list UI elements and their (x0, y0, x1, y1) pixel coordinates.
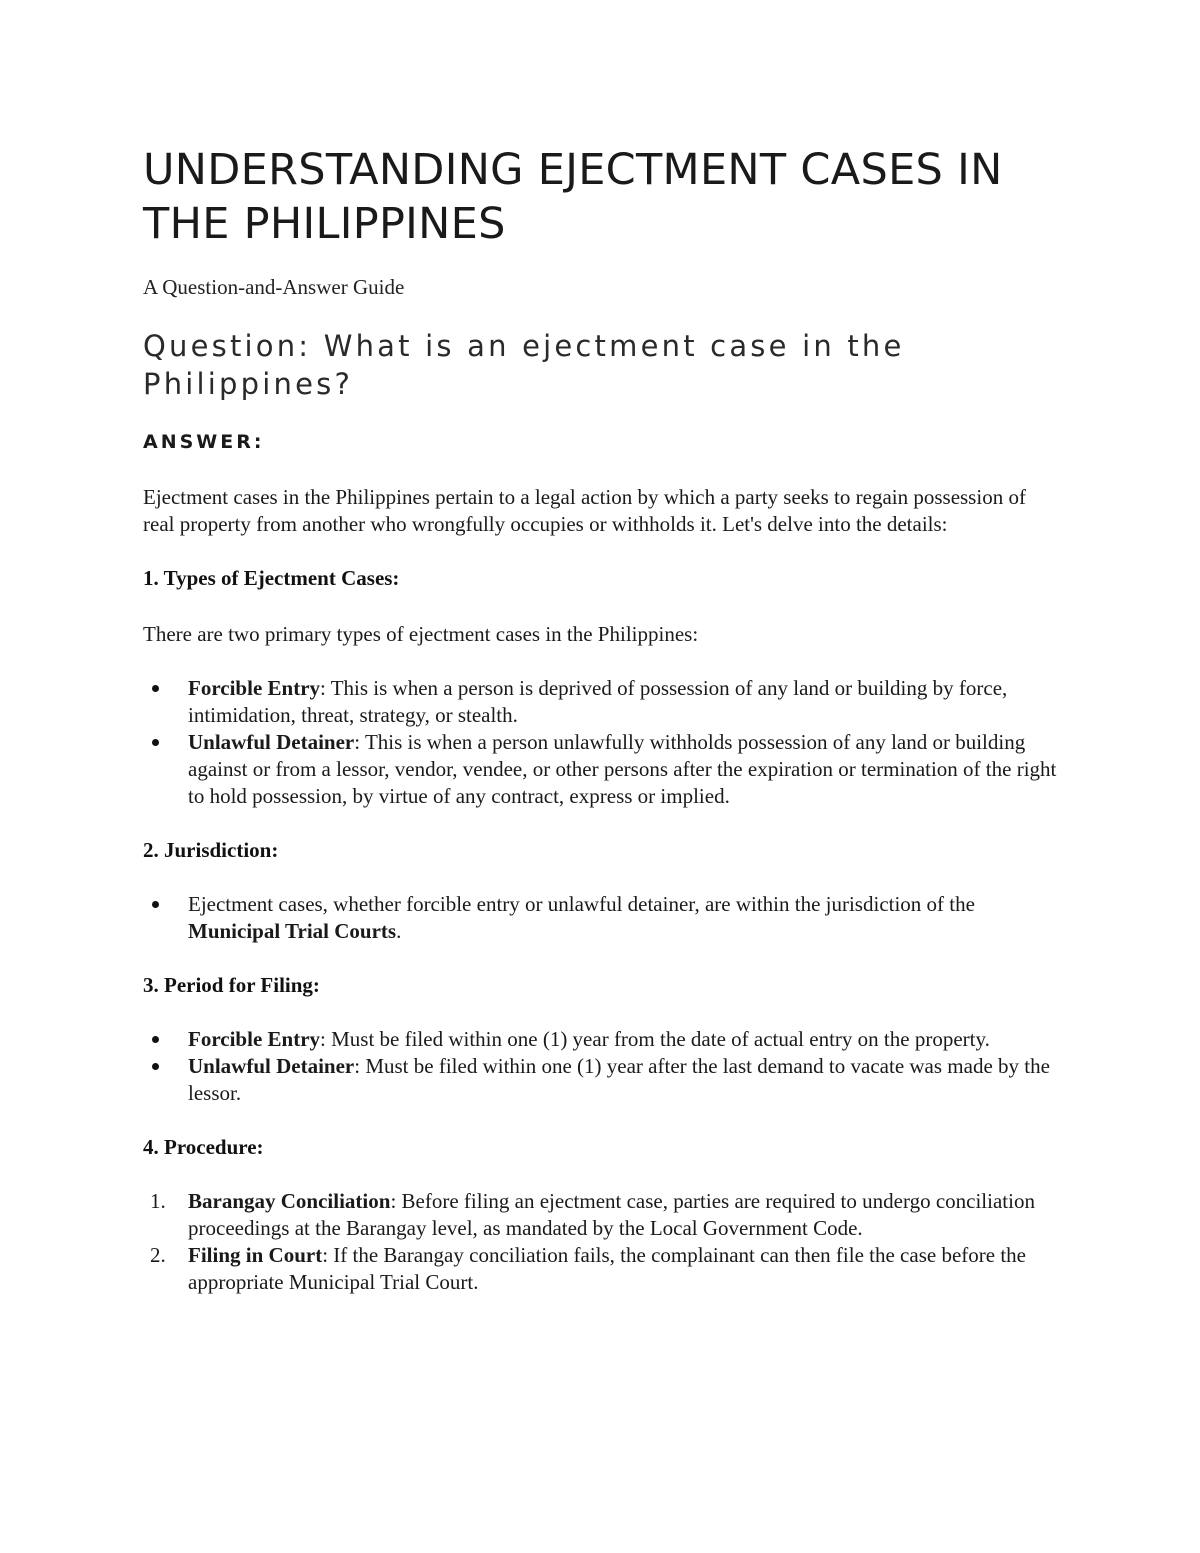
list-item (143, 1188, 1060, 1242)
section-heading-types: 1. Types of Ejectment Cases: (143, 566, 400, 590)
document-title: UNDERSTANDING EJECTMENT CASES IN THE PHILIPPINES (143, 145, 1003, 249)
term-unlawful-detainer: Unlawful Detainer (188, 1054, 355, 1078)
section-heading-jurisdiction: 2. Jurisdiction: (143, 838, 279, 862)
list-item (143, 1053, 1060, 1107)
term-forcible-entry: Forcible Entry (188, 1027, 321, 1051)
bullet-icon (152, 1036, 159, 1043)
bullet-icon (152, 1063, 159, 1070)
list-item-text: : Must be filed within one (1) year from the date of actual entry on the property. (320, 1027, 990, 1051)
list-number: 2. (150, 1243, 166, 1267)
jurisdiction-list (143, 891, 1060, 945)
section-heading-procedure: 4. Procedure: (143, 1135, 264, 1159)
period-list (143, 1026, 1060, 1107)
document-subtitle: A Question-and-Answer Guide (143, 275, 405, 299)
term-municipal-trial-courts: Municipal Trial Courts (188, 919, 397, 943)
list-item-text: : Must be filed within one (1) year after the last demand to vacate was made by the lessor. (188, 1054, 1050, 1105)
list-item-text: . (396, 919, 402, 943)
list-item-text: : If the Barangay conciliation fails, the complainant can then file the case before the appropriate Municipal Trial Court. (188, 1243, 1026, 1294)
answer-label: ANSWER: (143, 431, 265, 453)
list-item-text: : This is when a person unlawfully withholds possession of any land or building against or from a lessor, vendor, vendee, or other persons after the expiration or termination of the right to hold possession, by virtue of any contract, express or implied. (188, 730, 1057, 808)
types-lead-paragraph: There are two primary types of ejectment cases in the Philippines: (143, 622, 699, 646)
procedure-list (143, 1188, 1060, 1296)
term-filing-in-court: Filing in Court (188, 1243, 323, 1267)
question-heading: Question: What is an ejectment case in the Philippines? (143, 329, 905, 401)
list-item (143, 675, 1060, 729)
list-item (143, 729, 1060, 810)
section-heading-period: 3. Period for Filing: (143, 973, 320, 997)
bullet-icon (152, 685, 159, 692)
term-unlawful-detainer: Unlawful Detainer (188, 730, 355, 754)
list-item-text: : Before filing an ejectment case, parties are required to undergo conciliation proceedings at the Barangay level, as mandated by the Local Government Code. (188, 1189, 1035, 1240)
list-item-text: : This is when a person is deprived of possession of any land or building by force, intimidation, threat, strategy, or stealth. (188, 676, 1008, 727)
term-barangay-conciliation: Barangay Conciliation (188, 1189, 391, 1213)
list-number: 1. (150, 1189, 166, 1213)
intro-paragraph: Ejectment cases in the Philippines pertain to a legal action by which a party seeks to regain possession of real property from another who wrongfully occupies or withholds it. Let's delve into the details: (143, 485, 1026, 536)
term-forcible-entry: Forcible Entry (188, 676, 321, 700)
list-item (143, 1026, 1060, 1053)
bullet-icon (152, 739, 159, 746)
bullet-icon (152, 901, 159, 908)
types-list (143, 675, 1060, 810)
list-item (143, 1242, 1060, 1296)
list-item-text: Ejectment cases, whether forcible entry or unlawful detainer, are within the jurisdiction of the (188, 892, 975, 916)
list-item (143, 891, 1060, 945)
